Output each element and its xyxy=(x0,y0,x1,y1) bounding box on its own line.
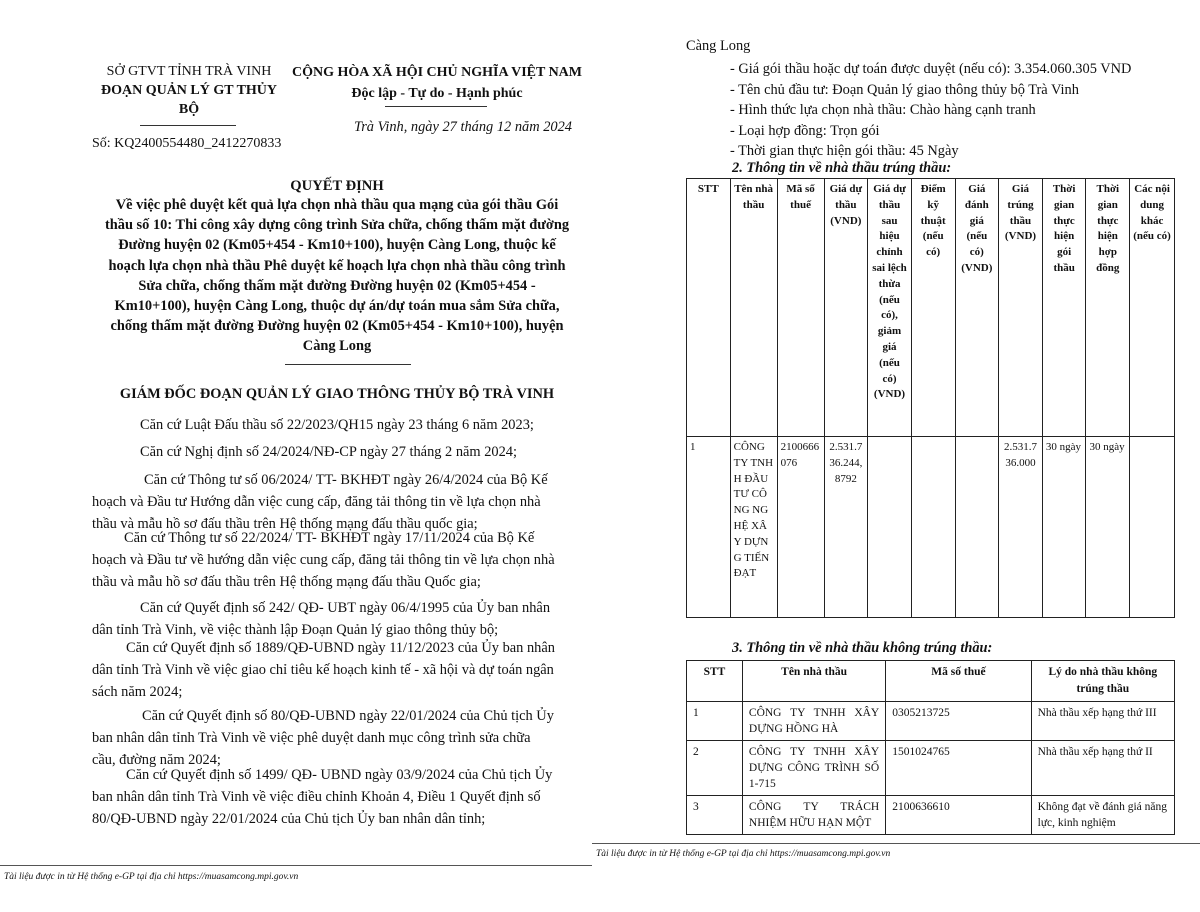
basis-line: Căn cứ Thông tư số 22/2024/ TT- BKHĐT ngày 17/11/2024 của Bộ Kế xyxy=(124,530,535,546)
basis-line: Căn cứ Quyết định số 1499/ QĐ- UBND ngày 03/9/2024 của Chủ tịch Ủy xyxy=(126,767,553,783)
basis-line: sách năm 2024; xyxy=(92,684,183,700)
basis-circular-22 xyxy=(92,527,584,593)
table-row xyxy=(687,702,1175,741)
cell-contract-time: 30 ngày xyxy=(1086,437,1130,618)
agency-line3: BỘ xyxy=(178,102,200,117)
cell-stt: 2 xyxy=(687,741,743,796)
cell-tax-code: 0305213725 xyxy=(886,702,1031,741)
table-header-row xyxy=(687,179,1175,437)
left-footer-rule xyxy=(0,865,592,866)
basis-decision-80 xyxy=(92,705,584,771)
basis-line: cầu, đường năm 2024; xyxy=(92,752,221,768)
subject-line: Càng Long xyxy=(302,338,372,355)
basis-line: Căn cứ Quyết định số 1889/QĐ-UBND ngày 11/12/2023 của Ủy ban nhân xyxy=(126,640,555,656)
basis-line: hoạch và Đầu tư Hướng dẫn việc cung cấp, đăng tải thông tin về lựa chọn nhà xyxy=(92,494,541,510)
col-header: Giá trúng thầu (VND) xyxy=(999,179,1043,437)
col-header: Giá đánh giá (nếu có) (VND) xyxy=(955,179,999,437)
subject-line: Đường huyện 02 (Km05+454 - Km10+100), huyện Càng Long, thuộc kế xyxy=(118,237,556,254)
cell-tax-code: 2100666076 xyxy=(777,437,824,618)
cell-bid-price: 2.531.736.244,8792 xyxy=(824,437,868,618)
doc-number: Số: KQ2400554480_2412270833 xyxy=(92,136,282,151)
cell-adjusted-price xyxy=(868,437,912,618)
basis-line: 80/QĐ-UBND ngày 22/01/2024 của Chủ tịch Ủy ban nhân dân tỉnh; xyxy=(92,811,486,827)
cell-bidder-name: CÔNG TY TNHH ĐẦU TƯ CÔNG NGHỆ XÂY DỰNG TIẾN ĐẠT xyxy=(730,437,777,618)
cell-bidder-name: CÔNG TY TNHH XÂY DỰNG CÔNG TRÌNH SỐ 1-715 xyxy=(742,741,885,796)
info-line: - Hình thức lựa chọn nhà thầu: Chào hàng cạnh tranh xyxy=(730,102,1036,118)
table-row xyxy=(687,796,1175,835)
project-location: Càng Long xyxy=(686,38,751,54)
subject-line: Km10+100), huyện Càng Long, thuộc dự án/dự toán mua sắm Sửa chữa, xyxy=(114,298,560,315)
country-name: CỘNG HÒA XÃ HỘI CHỦ NGHĨA VIỆT NAM xyxy=(291,65,582,80)
basis-line: dân tỉnh Trà Vinh, về việc thành lập Đoạn Quản lý giao thông thủy bộ; xyxy=(92,622,499,638)
decision-title: QUYẾT ĐỊNH xyxy=(290,178,384,194)
cell-other xyxy=(1130,437,1175,618)
cell-reason: Không đạt về đánh giá năng lực, kinh nghiệm xyxy=(1031,796,1174,835)
subject-line: chống thấm mặt đường Đường huyện 02 (Km05+454 - Km10+100), huyện xyxy=(110,318,564,335)
col-header: Tên nhà thầu xyxy=(742,661,885,702)
basis-circular-06 xyxy=(92,469,584,535)
basis-line: Căn cứ Quyết định số 242/ QĐ- UBT ngày 06/4/1995 của Ủy ban nhân xyxy=(140,600,551,616)
basis-line: thầu và mẫu hồ sơ đấu thầu trên Hệ thống mạng đấu thầu quốc gia; xyxy=(92,516,478,532)
basis-line: ban nhân dân tỉnh Trà Vinh về việc phê duyệt danh mục công trình sửa chữa xyxy=(92,730,531,746)
basis-decree: Căn cứ Nghị định số 24/2024/NĐ-CP ngày 27 tháng 2 năm 2024; xyxy=(140,444,518,460)
cell-bidder-name: CÔNG TY TNHH XÂY DỰNG HỒNG HÀ xyxy=(742,702,885,741)
cell-stt: 1 xyxy=(687,437,731,618)
table-row xyxy=(687,741,1175,796)
decision-subject xyxy=(84,195,590,357)
cell-tax-code: 2100636610 xyxy=(886,796,1031,835)
cell-package-time: 30 ngày xyxy=(1042,437,1086,618)
col-header: Tên nhà thầu xyxy=(730,179,777,437)
col-header: Lý do nhà thầu không trúng thầu xyxy=(1031,661,1174,702)
authority-heading: GIÁM ĐỐC ĐOẠN QUẢN LÝ GIAO THÔNG THỦY BỘ TRÀ VINH xyxy=(119,386,555,402)
col-header: Thời gian thực hiện gói thầu xyxy=(1042,179,1086,437)
col-header: STT xyxy=(687,661,743,702)
basis-line: ban nhân dân tỉnh Trà Vinh về việc điều chỉnh Khoản 4, Điều 1 Quyết định số xyxy=(92,789,541,805)
col-header: Thời gian thực hiện hợp đồng xyxy=(1086,179,1130,437)
package-info xyxy=(730,59,1131,162)
cell-stt: 3 xyxy=(687,796,743,835)
agency-line2: ĐOẠN QUẢN LÝ GT THỦY xyxy=(100,83,278,98)
col-header: Điểm kỹ thuật (nếu có) xyxy=(911,179,955,437)
col-header: Mã số thuế xyxy=(777,179,824,437)
col-header: Giá dự thầu sau hiệu chỉnh sai lệch thừa (nếu có), giảm giá (nếu có) (VND) xyxy=(868,179,912,437)
table-row xyxy=(687,437,1175,618)
right-footer: Tài liệu được in từ Hệ thống e-GP tại địa chỉ https://muasamcong.mpi.gov.vn xyxy=(596,849,891,859)
cell-win-price: 2.531.736.000 xyxy=(999,437,1043,618)
motto-underline xyxy=(385,106,487,107)
info-line: - Tên chủ đầu tư: Đoạn Quản lý giao thông thủy bộ Trà Vinh xyxy=(730,81,1079,98)
basis-law: Căn cứ Luật Đấu thầu số 22/2023/QH15 ngày 23 tháng 6 năm 2023; xyxy=(140,417,534,433)
agency-block xyxy=(84,62,294,119)
motto: Độc lập - Tự do - Hạnh phúc xyxy=(351,86,523,101)
basis-decision-1889 xyxy=(92,637,584,703)
cell-stt: 1 xyxy=(687,702,743,741)
col-header: Mã số thuế xyxy=(886,661,1031,702)
basis-decision-1499 xyxy=(92,764,584,830)
cell-reason: Nhà thầu xếp hạng thứ III xyxy=(1031,702,1174,741)
subject-line: Về việc phê duyệt kết quả lựa chọn nhà thầu qua mạng của gói thầu Gói xyxy=(115,197,559,213)
basis-line: Căn cứ Quyết định số 80/QĐ-UBND ngày 22/01/2024 của Chủ tịch Ủy xyxy=(142,708,554,724)
cell-tech-score xyxy=(911,437,955,618)
subject-line: Sửa chữa, chống thấm mặt đường Đường huyện 02 (Km05+454 - xyxy=(138,277,536,294)
winner-heading: 2. Thông tin về nhà thầu trúng thầu: xyxy=(732,160,952,176)
date-place: Trà Vinh, ngày 27 tháng 12 năm 2024 xyxy=(354,119,572,135)
col-header: STT xyxy=(687,179,731,437)
cell-tax-code: 1501024765 xyxy=(886,741,1031,796)
agency-underline xyxy=(140,125,236,126)
loser-heading: 3. Thông tin về nhà thầu không trúng thầu: xyxy=(732,640,993,656)
subject-underline xyxy=(285,364,411,365)
agency-line1: SỞ GTVT TỈNH TRÀ VINH xyxy=(106,64,272,79)
subject-line: hoạch lựa chọn nhà thầu Phê duyệt kế hoạch lựa chọn nhà thầu công trình xyxy=(108,257,566,274)
basis-line: hoạch và Đầu tư về hướng dẫn việc cung cấp, đăng tải thông tin về lựa chọn nhà xyxy=(92,552,555,568)
basis-line: dân tỉnh Trà Vinh về việc giao chỉ tiêu kế hoạch kinh tế - xã hội và dự toán ngân xyxy=(92,662,554,678)
info-line: - Giá gói thầu hoặc dự toán được duyệt (nếu có): 3.354.060.305 VND xyxy=(730,61,1132,77)
winner-table xyxy=(686,178,1175,618)
cell-eval-price xyxy=(955,437,999,618)
cell-reason: Nhà thầu xếp hạng thứ II xyxy=(1031,741,1174,796)
right-footer-rule xyxy=(592,843,1200,844)
country-block xyxy=(282,62,592,104)
subject-line: thầu số 10: Thi công xây dựng công trình Sửa chữa, chống thấm mặt đường xyxy=(104,217,570,234)
col-header: Các nội dung khác (nếu có) xyxy=(1130,179,1175,437)
loser-table xyxy=(686,660,1175,835)
table-header-row xyxy=(687,661,1175,702)
cell-bidder-name: CÔNG TY TRÁCH NHIỆM HỮU HẠN MỘT xyxy=(742,796,885,835)
left-footer: Tài liệu được in từ Hệ thống e-GP tại địa chỉ https://muasamcong.mpi.gov.vn xyxy=(4,872,299,882)
info-line: - Thời gian thực hiện gói thầu: 45 Ngày xyxy=(730,143,959,159)
basis-decision-242 xyxy=(92,597,584,641)
basis-line: thầu và mẫu hồ sơ đấu thầu trên Hệ thống mạng đấu thầu Quốc gia; xyxy=(92,574,481,590)
info-line: - Loại hợp đồng: Trọn gói xyxy=(730,122,880,139)
col-header: Giá dự thầu (VND) xyxy=(824,179,868,437)
basis-line: Căn cứ Thông tư số 06/2024/ TT- BKHĐT ngày 26/4/2024 của Bộ Kế xyxy=(144,472,548,488)
